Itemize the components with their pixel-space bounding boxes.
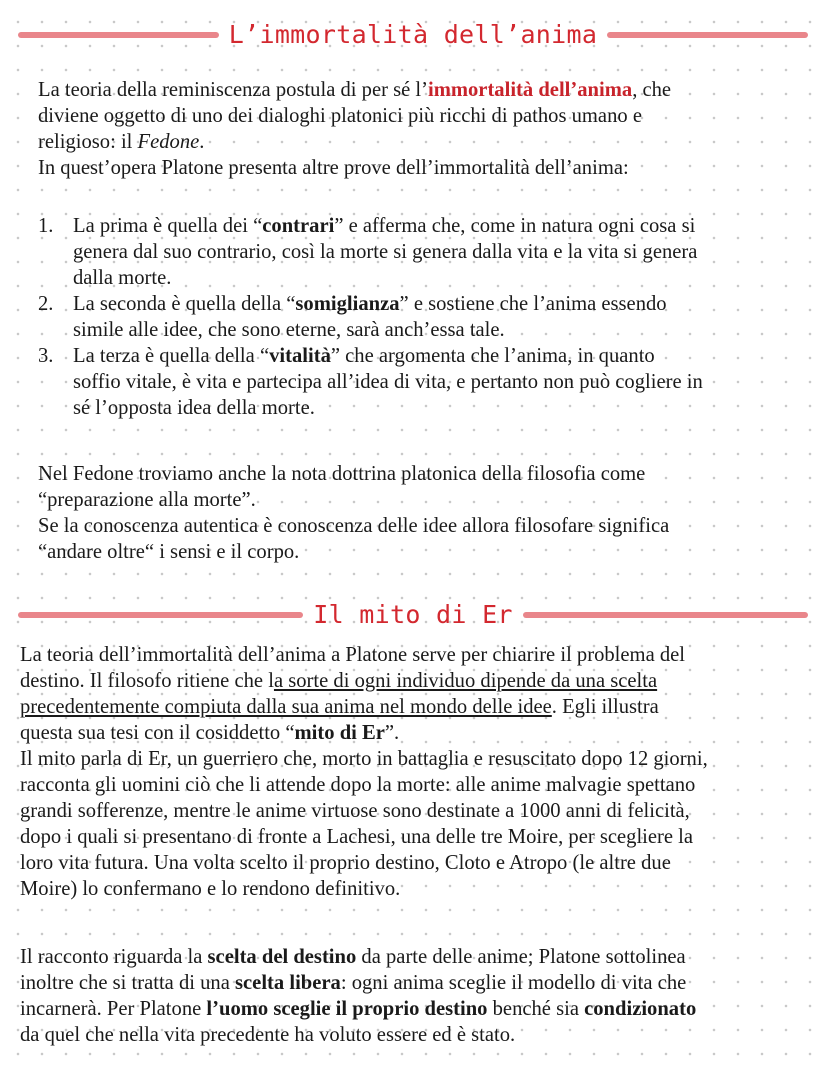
section-heading-immortalita: [18, 20, 808, 49]
list-item-contrari: 1. La prima è quella dei “contrari” e afferma che, come in natura ogni cosa si genera dal suo contrario, così la morte si genera dalla vita e la vita si genera dalla morte.: [38, 215, 698, 289]
text-line: incarnerà. Per Platone l’uomo sceglie il proprio destino benché sia condizionato: [20, 998, 697, 1020]
underlined-text: precedentemente compiuta dalla sua anima nel mondo delle idee: [20, 696, 552, 718]
text-line: La teoria della reminiscenza postula di per sé l’immortalità dell’anima, che: [38, 79, 672, 101]
mito-paragraph: [20, 642, 708, 902]
text-line: destino. Il filosofo ritiene che la sorte di ogni individuo dipende da una scelta: [20, 670, 658, 692]
proofs-list: [38, 213, 703, 421]
list-item-vitalita: 3. La terza è quella della “vitalità” che argomenta che l’anima, in quanto soffio vitale, è vita e partecipa all’idea di vita, e pertanto non può cogliere in sé l’opposta idea della morte.: [38, 345, 703, 419]
text-line: precedentemente compiuta dalla sua anima nel mondo delle idee. Egli illustra: [20, 696, 659, 718]
text-line: questa sua tesi con il cosiddetto “mito di Er”.: [20, 722, 400, 744]
heading-left-bar: [18, 32, 219, 38]
text-line: dopo i quali si presentano di fronte a Lachesi, una delle tre Moire, per scegliere la: [20, 826, 694, 848]
text-line: Moire) lo confermano e lo rendono definitivo.: [20, 878, 401, 900]
text-line: grandi sofferenze, mentre le anime virtuose sono destinate a 1000 anni di felicità,: [20, 800, 690, 822]
list-number: 2.: [38, 293, 54, 315]
list-number: 1.: [38, 215, 54, 237]
heading-right-bar: [607, 32, 808, 38]
text-line: La teoria dell’immortalità dell’anima a Platone serve per chiarire il problema del: [20, 644, 686, 666]
heading-left-bar: [18, 612, 303, 618]
list-item-somiglianza: 2. La seconda è quella della “somiglianza” e sostiene che l’anima essendo simile alle idee, che sono eterne, sarà anch’essa tale.: [38, 293, 667, 341]
section-title: Il mito di Er: [313, 600, 513, 629]
text-line: diviene oggetto di uno dei dialoghi platonici più ricchi di pathos umano e: [38, 105, 642, 127]
text-line: da quel che nella vita precedente ha voluto essere ed è stato.: [20, 1024, 516, 1046]
text-line: Nel Fedone troviamo anche la nota dottrina platonica della filosofia come: [38, 463, 646, 485]
text-line: religioso: il Fedone.: [38, 131, 205, 153]
text-line: In quest’opera Platone presenta altre prove dell’immortalità dell’anima:: [38, 157, 629, 179]
text-line: inoltre che si tratta di una scelta libera: ogni anima sceglie il modello di vita che: [20, 972, 687, 994]
text-line: Il mito parla di Er, un guerriero che, morto in battaglia e resuscitato dopo 12 giorni,: [20, 748, 708, 770]
underlined-text: a sorte di ogni individuo dipende da una scelta: [273, 670, 658, 692]
section-heading-mito-di-er: [18, 600, 808, 629]
list-number: 3.: [38, 345, 54, 367]
outro-paragraph: [38, 461, 669, 565]
text-line: Il racconto riguarda la scelta del destino da parte delle anime; Platone sottolinea: [20, 946, 686, 968]
text-line: “andare oltre“ i sensi e il corpo.: [38, 541, 300, 563]
italic-fedone: Fedone: [137, 131, 200, 153]
text-line: Se la conoscenza autentica è conoscenza delle idee allora filosofare significa: [38, 515, 670, 537]
scelta-paragraph: [20, 944, 696, 1048]
section-title: L’immortalità dell’anima: [228, 20, 598, 49]
intro-paragraph: [38, 77, 671, 181]
heading-right-bar: [523, 612, 808, 618]
text-line: loro vita futura. Una volta scelto il proprio destino, Cloto e Atropo (le altre due: [20, 852, 671, 874]
text-line: racconta gli uomini ciò che li attende dopo la morte: alle anime malvagie spettano: [20, 774, 696, 796]
text-line: “preparazione alla morte”.: [38, 489, 256, 511]
highlight-immortalita: immortalità dell’anima: [427, 79, 633, 101]
